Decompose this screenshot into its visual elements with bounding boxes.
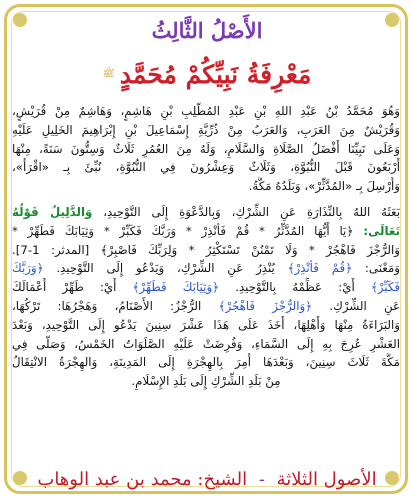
line-text: أَيْ: عَظِّمْهُ بِالتَّوْحِيدِ. bbox=[219, 280, 371, 295]
verse-quote: ﴿قُمْ فَأَنْذِرْ﴾ bbox=[287, 261, 353, 276]
quran-verse: ﴿يَا أَيُّهَا المُدَّثِّرُ * قُمْ فَأَنْذِرْ * وَرَبَّكَ فَكَبِّرْ * وَثِيَابَكَ فَطَهِّرْ * bbox=[12, 223, 354, 238]
honorific-icon: ﷺ bbox=[102, 68, 115, 80]
text-line: أَرْبَعُونَ قَبْلَ النُّبُوَّةِ، وَثَلَاثٌ وَعِشْرُونَ فِي النُّبُوَّةِ، نُبِّئَ بِـ «اقْرَأْ»، bbox=[12, 160, 400, 175]
text-line: مِنْ بَلَدِ الشِّرْكِ إِلَى بَلَدِ الإِسْلَامِ. bbox=[131, 374, 281, 389]
evidence-label: تَعَالَى: bbox=[353, 223, 400, 238]
text-line bbox=[12, 259, 400, 278]
line-text: عَنِ الشِّرْكِ. bbox=[312, 298, 400, 313]
footer-book-title: الأصول الثلاثة bbox=[276, 469, 377, 490]
text-line: وَأُرْسِلَ بِـ «المُدَّثِّرْ»، وَبَلَدُهُ مَكَّةُ. bbox=[248, 179, 400, 194]
verse-quote: ﴿وَرَبَّكَ bbox=[12, 261, 44, 276]
text-line: وَقُرَيْشٌ مِنَ العَرَبِ، وَالعَرَبُ مِنْ ذُرِّيَّةِ إِسْمَاعِيلَ بْنِ إِبْرَاهِيمَ الخَلِيلِ عَلَيْهِ bbox=[12, 122, 400, 137]
text-line bbox=[12, 222, 400, 241]
text-line: مَكَّةَ ثَلَاثَ سِنِينَ، وَبَعْدَهَا أُمِرَ بِالهِجْرَةِ إِلَى المَدِينَةِ، وَالهِجْرَةُ الانْتِقَالُ bbox=[12, 355, 400, 370]
line-text: يُنْذِرُ عَنِ الشِّرْكِ، وَيَدْعُو إِلَى التَّوْحِيدِ. bbox=[43, 261, 288, 276]
title-block bbox=[0, 60, 414, 89]
page-title: مَعْرِفَةُ نَبِيِّكُمْ مُحَمَّدٍ bbox=[119, 60, 312, 89]
text-line bbox=[12, 203, 400, 222]
text-line: وَعَلَى نَبِيِّنَا أَفْضَلُ الصَّلَاةِ وَالسَّلَامِ، وَلَهُ مِنَ العُمُرِ ثَلَاثٌ وَسِتُّونَ سَنَةً، مِنْهَا bbox=[12, 141, 400, 156]
text-line: وَالبَرَاءَةُ مِنْهَا وَأَهْلِهَا، أَخَذَ عَلَى هَذَا عَشْرَ سِنِينَ يَدْعُو إِلَى التَّوْحِيدِ، وَبَعْدَ bbox=[12, 317, 400, 332]
text-line: العَشْرِ عُرِجَ بِهِ إِلَى السَّمَاءِ، وَفُرِضَتْ عَلَيْهِ الصَّلَوَاتُ الخَمْسُ، وَصَلَّى فِي bbox=[12, 336, 400, 351]
line-text: وَمَعْنَى: bbox=[352, 261, 400, 276]
footer-caption bbox=[0, 469, 414, 490]
verse-quote: فَكَبِّرْ﴾ bbox=[370, 280, 400, 295]
body-text bbox=[12, 102, 400, 442]
line-text: أَيْ: طَهِّرْ أَعْمَالَكَ bbox=[12, 280, 133, 295]
paragraph-gap bbox=[12, 196, 400, 203]
text-line: وَالرُّجْزَ فَاهْجُرْ * وَلَا تَمْنُنْ تَسْتَكْثِرُ * وَلِرَبِّكَ فَاصْبِرْ﴾ [المدثر: 1-7]. bbox=[12, 242, 400, 257]
footer-separator: - bbox=[258, 469, 265, 490]
text-line: وَهُوَ مُحَمَّدُ بْنُ عَبْدِ اللهِ بْنِ عَبْدِ المُطَّلِبِ بْنِ هَاشِمٍ، وَهَاشِمٌ مِنْ قُرَيْشٍ، bbox=[12, 104, 400, 118]
verse-quote: ﴿وَالرُّجْزَ فَاهْجُرْ﴾ bbox=[218, 298, 313, 313]
evidence-label: وَالدَّلِيلُ قَوْلُهُ bbox=[12, 204, 93, 219]
footer-author: الشيخ: محمد بن عبد الوهاب bbox=[37, 469, 248, 490]
chapter-heading: الأَصْلُ الثَّالِثُ bbox=[151, 18, 263, 43]
text-line bbox=[12, 278, 400, 297]
line-text: الرُّجْزُ: الأَصْنَامُ، وَهَجْرُهَا: تَرْكُهَا، bbox=[12, 298, 219, 313]
line-text: بَعَثَهُ اللهُ بِالنِّذَارَةِ عَنِ الشِّرْكِ، وَبِالدَّعْوَةِ إِلَى التَّوْحِيدِ، bbox=[92, 204, 400, 219]
verse-quote: ﴿وَثِيَابَكَ فَطَهِّرْ﴾ bbox=[132, 280, 220, 295]
text-line bbox=[12, 297, 400, 316]
